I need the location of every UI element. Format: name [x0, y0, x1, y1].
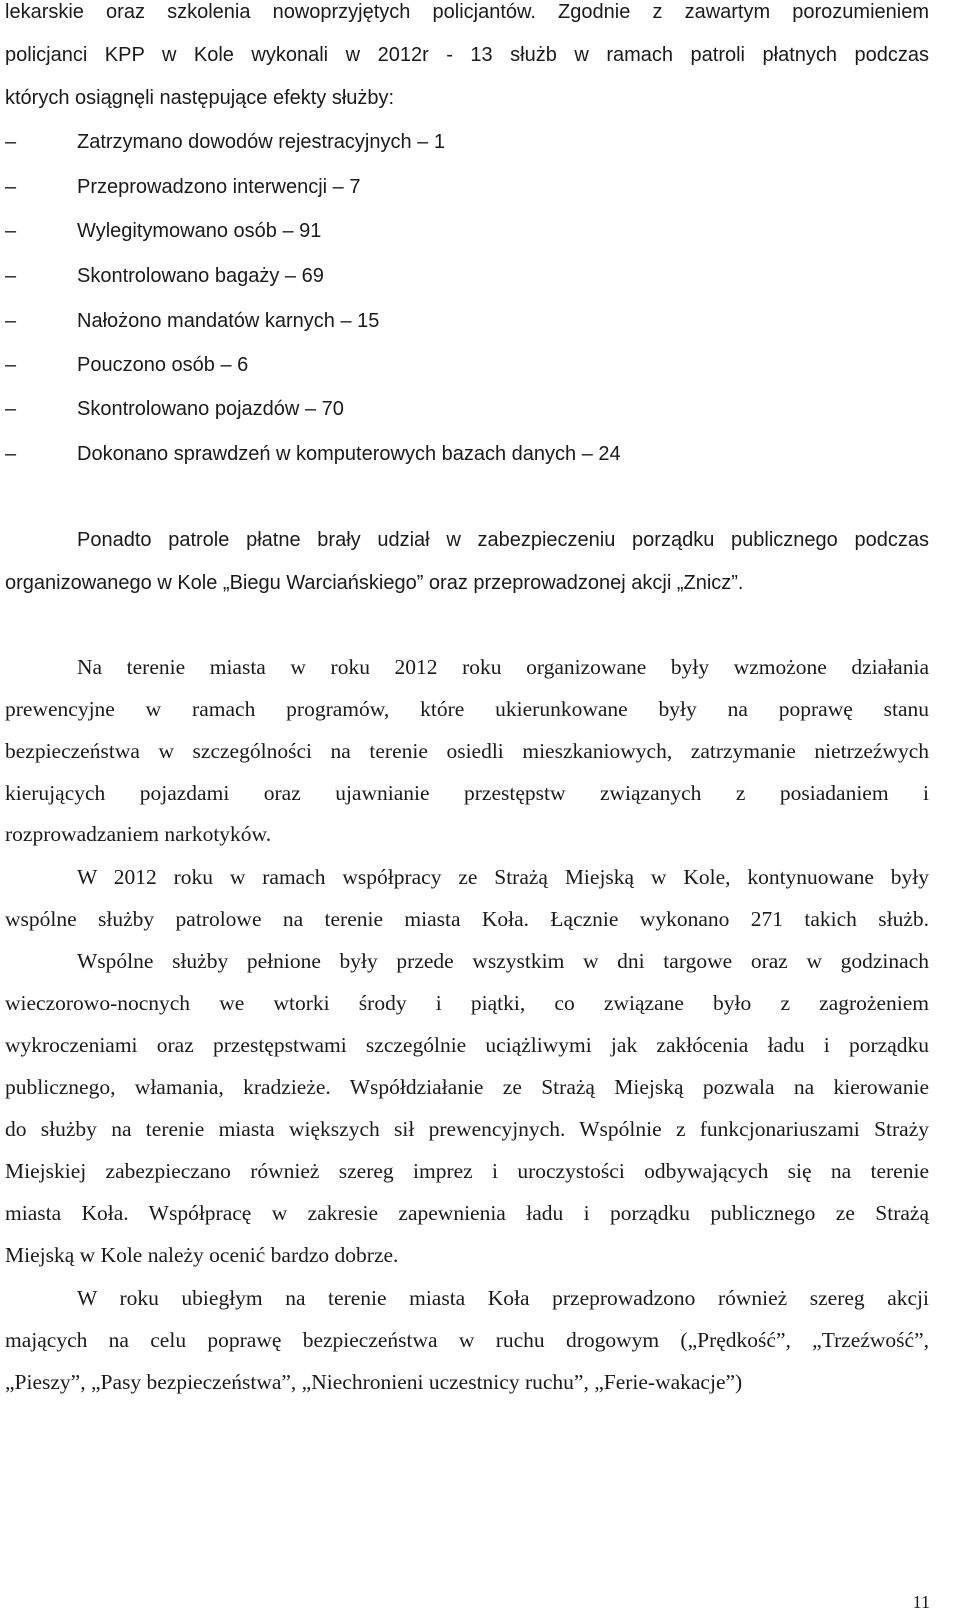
straz-line-4: wieczorowo-nocnych we wtorki środy i piątki, co związane było z zagrożeniem — [5, 991, 929, 1015]
dash-bullet: – — [5, 265, 17, 287]
list-item — [5, 398, 905, 424]
dash-bullet: – — [5, 131, 17, 153]
dash-bullet: – — [5, 176, 17, 198]
list-item-text: Dokonano sprawdzeń w komputerowych bazach danych – 24 — [77, 443, 621, 465]
list-item — [5, 354, 905, 380]
intro-line-2: policjanci KPP w Kole wykonali w 2012r - 13 służb w ramach patroli płatnych podczas — [5, 44, 929, 66]
straz-line-5: wykroczeniami oraz przestępstwami szczególnie uciążliwymi jak zakłócenia ładu i porządku — [5, 1033, 929, 1057]
list-item — [5, 176, 905, 202]
straz-line-3: Wspólne służby pełnione były przede wszystkim w dni targowe oraz w godzinach — [77, 949, 929, 973]
dash-bullet: – — [5, 398, 17, 420]
teren-line-4: kierujących pojazdami oraz ujawnianie przestępstw związanych z posiadaniem i — [5, 781, 929, 805]
straz-line-1: W 2012 roku w ramach współpracy ze Strażą Miejską w Kole, kontynuowane były — [77, 865, 929, 889]
akcje-line-2: mających na celu poprawę bezpieczeństwa w ruchu drogowym („Prędkość”, „Trzeźwość”, — [5, 1328, 929, 1352]
akcje-line-3: „Pieszy”, „Pasy bezpieczeństwa”, „Niechronieni uczestnicy ruchu”, „Ferie-wakacje”) — [5, 1370, 743, 1394]
dash-bullet: – — [5, 310, 17, 332]
list-item-text: Przeprowadzono interwencji – 7 — [77, 176, 361, 198]
teren-line-5: rozprowadzaniem narkotyków. — [5, 822, 272, 846]
straz-line-9: miasta Koła. Współpracę w zakresie zapewnienia ładu i porządku publicznego ze Strażą — [5, 1201, 929, 1225]
list-item-text: Pouczono osób – 6 — [77, 354, 249, 376]
list-item — [5, 265, 905, 291]
straz-line-8: Miejskiej zabezpieczano również szereg imprez i uroczystości odbywających się na terenie — [5, 1159, 929, 1183]
dash-bullet: – — [5, 354, 17, 376]
intro-line-3: których osiągnęli następujące efekty służby: — [5, 87, 395, 109]
page-number: 11 — [912, 1592, 930, 1612]
list-item-text: Zatrzymano dowodów rejestracyjnych – 1 — [77, 131, 445, 153]
list-item — [5, 220, 905, 246]
list-item-text: Nałożono mandatów karnych – 15 — [77, 310, 380, 332]
akcje-line-1: W roku ubiegłym na terenie miasta Koła przeprowadzono również szereg akcji — [77, 1286, 929, 1310]
straz-line-2: wspólne służby patrolowe na terenie miasta Koła. Łącznie wykonano 271 takich służb. — [5, 907, 929, 931]
straz-line-10: Miejską w Kole należy ocenić bardzo dobrze. — [5, 1243, 399, 1267]
list-item — [5, 131, 905, 157]
dash-bullet: – — [5, 220, 17, 242]
dash-bullet: – — [5, 443, 17, 465]
straz-line-7: do służby na terenie miasta większych sił prewencyjnych. Wspólnie z funkcjonariuszami Straży — [5, 1117, 929, 1141]
teren-line-3: bezpieczeństwa w szczególności na terenie osiedli mieszkaniowych, zatrzymanie nietrzeźwych — [5, 739, 929, 763]
intro-line-1: lekarskie oraz szkolenia nowoprzyjętych policjantów. Zgodnie z zawartym porozumieniem — [5, 1, 929, 23]
straz-line-6: publicznego, włamania, kradzieże. Współdziałanie ze Strażą Miejską pozwala na kierowanie — [5, 1075, 929, 1099]
list-item-text: Wylegitymowano osób – 91 — [77, 220, 322, 242]
list-item-text: Skontrolowano pojazdów – 70 — [77, 398, 344, 420]
teren-line-1: Na terenie miasta w roku 2012 roku organizowane były wzmożone działania — [77, 655, 929, 679]
patrole-line-1: Ponadto patrole płatne brały udział w zabezpieczeniu porządku publicznego podczas — [77, 529, 929, 551]
teren-line-2: prewencyjne w ramach programów, które ukierunkowane były na poprawę stanu — [5, 697, 929, 721]
list-item — [5, 310, 905, 336]
list-item — [5, 443, 905, 469]
list-item-text: Skontrolowano bagaży – 69 — [77, 265, 324, 287]
patrole-line-2: organizowanego w Kole „Biegu Warciańskiego” oraz przeprowadzonej akcji „Znicz”. — [5, 572, 744, 594]
